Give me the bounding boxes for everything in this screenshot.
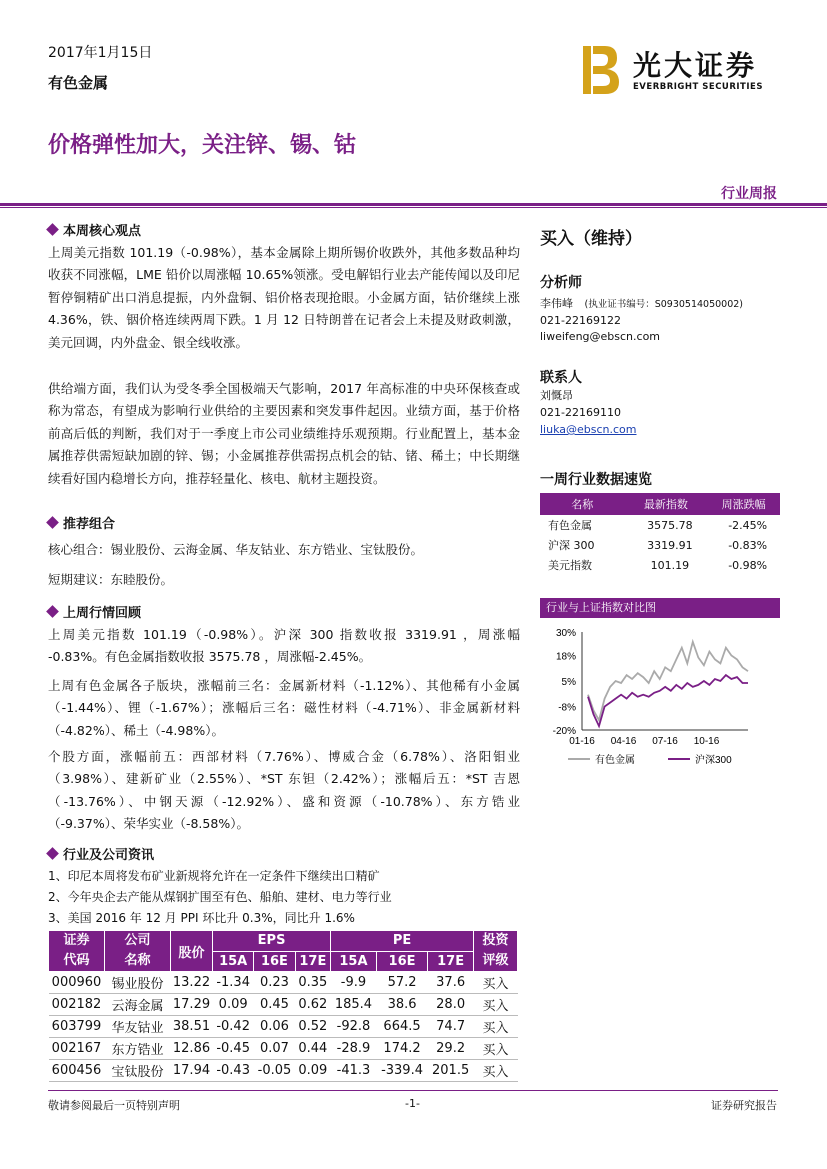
table-cell: 002182: [49, 994, 105, 1016]
table-cell: 买入: [474, 1016, 518, 1038]
col-header-code: 证券 代码: [49, 931, 105, 972]
col-header-price: 股价: [171, 931, 213, 972]
stock-recommendation-table: [48, 930, 518, 1082]
news-item: 1、印尼本周将发布矿业新规将允许在一定条件下继续出口精矿: [48, 869, 380, 883]
table-cell: 57.2: [376, 972, 427, 994]
sector-name: 有色金属: [48, 74, 109, 92]
table-cell: 17.29: [171, 994, 213, 1016]
col-header-pe-16e: 16E: [376, 951, 427, 972]
col-header-pe: PE: [331, 931, 474, 952]
table-cell: -41.3: [331, 1060, 377, 1082]
table-cell: 174.2: [376, 1038, 427, 1060]
table-cell: 17.94: [171, 1060, 213, 1082]
data-col-latest: 最新指数: [624, 493, 707, 515]
diamond-bullet-icon: [46, 605, 59, 618]
table-cell: 0.35: [295, 972, 331, 994]
table-cell: 185.4: [331, 994, 377, 1016]
header-divider: [0, 203, 827, 206]
table-cell: 0.06: [254, 1016, 295, 1038]
col-header-pe-17e: 17E: [428, 951, 474, 972]
diamond-bullet-icon: [46, 223, 59, 236]
report-date: 2017年1月15日: [48, 45, 153, 61]
section-heading-review: [48, 602, 141, 621]
logo-text-en: EVERBRIGHT SECURITIES: [633, 82, 763, 92]
y-tick-label: -20%: [552, 726, 576, 737]
table-cell: -0.45: [213, 1038, 254, 1060]
table-row: [49, 1016, 518, 1038]
legend-label: 沪深300: [695, 755, 732, 766]
table-cell: 38.6: [376, 994, 427, 1016]
heading-text: 推荐组合: [63, 517, 116, 532]
heading-text: 上周行情回顾: [63, 606, 142, 621]
table-cell: 云海金属: [105, 994, 171, 1016]
data-cell: -0.98%: [728, 558, 768, 572]
table-cell: -0.43: [213, 1060, 254, 1082]
col-header-eps-17e: 17E: [295, 951, 331, 972]
col-header-name: 公司 名称: [105, 931, 171, 972]
analyst-heading: 分析师: [540, 275, 582, 291]
core-view-paragraph-1: 上周美元指数 101.19（-0.98%），基本金属除上期所锡价收跌外，其他多数品种均收获不同涨幅，LME 铅价以周涨幅 10.65%领涨。受电解铝行业去产能传闻以及印尼暂停铜精矿出口消息提振，内外盘铜、铝价格表现抢眼。小金属方面，钴价继续上涨 4.36%，铁、铟价格连续两周下跌。1 月 12 日特朗普在记者会上未提及财政刺激，美元回调，内外盘金、银全线收涨。: [48, 245, 520, 350]
data-col-name: 名称: [540, 493, 624, 515]
news-item: 3、美国 2016 年 12 月 PPI 环比升 0.3%，同比升 1.6%: [48, 911, 355, 925]
table-cell: 74.7: [428, 1016, 474, 1038]
heading-text: 本周核心观点: [63, 224, 142, 239]
table-cell: -0.05: [254, 1060, 295, 1082]
report-type: 行业周报: [721, 186, 777, 202]
table-cell: 38.51: [171, 1016, 213, 1038]
table-cell: 0.52: [295, 1016, 331, 1038]
table-cell: 28.0: [428, 994, 474, 1016]
table-cell: 13.22: [171, 972, 213, 994]
table-row: [49, 1060, 518, 1082]
table-cell: 0.45: [254, 994, 295, 1016]
data-cell: 3319.91: [647, 538, 693, 552]
table-cell: 0.09: [295, 1060, 331, 1082]
table-cell: 锡业股份: [105, 972, 171, 994]
diamond-bullet-icon: [46, 516, 59, 529]
analyst-line: [540, 296, 743, 313]
series-line-0: [588, 642, 748, 720]
page-number: -1-: [405, 1097, 420, 1110]
y-tick-label: -8%: [558, 702, 576, 714]
footer-disclaimer: 敬请参阅最后一页特别声明: [48, 1099, 180, 1112]
data-row: [540, 515, 780, 535]
table-cell: 201.5: [428, 1060, 474, 1082]
table-cell: 000960: [49, 972, 105, 994]
col-header-rating: 投资 评级: [474, 931, 518, 972]
review-paragraph-1: 上周美元指数 101.19（-0.98%）。沪深 300 指数收报 3319.91 ，周涨幅 -0.83%。有色金属指数收报 3575.78 ，周涨幅-2.45%。: [48, 627, 520, 665]
data-row: [540, 555, 780, 575]
table-cell: 603799: [49, 1016, 105, 1038]
table-cell: 0.09: [213, 994, 254, 1016]
news-item: 2、今年央企去产能从煤钢扩围至有色、船舶、建材、电力等行业: [48, 890, 392, 904]
contact-name: 刘慨昂: [540, 389, 573, 402]
logo-mark-icon: [583, 46, 619, 94]
table-cell: 宝钛股份: [105, 1060, 171, 1082]
col-header-pe-15a: 15A: [331, 951, 377, 972]
y-tick-label: 5%: [561, 677, 576, 688]
contact-email-link[interactable]: liuka@ebscn.com: [540, 423, 637, 436]
table-cell: 29.2: [428, 1038, 474, 1060]
footer-report-label: 证券研究报告: [711, 1099, 777, 1112]
contact-heading: 联系人: [540, 370, 582, 386]
data-cell: 3575.78: [647, 518, 693, 532]
table-cell: 华友钴业: [105, 1016, 171, 1038]
legend-label: 有色金属: [595, 755, 635, 766]
section-heading-portfolio: [48, 513, 115, 532]
review-paragraph-2: 上周有色金属各子版块，涨幅前三名：金属新材料（-1.12%）、其他稀有小金属（-1.44%）、锂（-1.67%）；涨幅后三名：磁性材料（-4.71%）、非金属新材料（-4.82%）、稀土（-4.98%）。: [48, 678, 520, 738]
chart-plot: [540, 618, 780, 793]
x-tick-label: 04-16: [610, 736, 637, 747]
core-view-paragraph-2: 供给端方面，我们认为受冬季全国极端天气影响，2017 年高标准的中央环保核查或称为常态，有望成为影响行业供给的主要因素和突发事件起因。业绩方面，基于价格前高后低的判断，我们对于一季度上市公司业绩维持乐观预期。行业配置上，基本金属推荐供需短缺加剧的锌、锡；小金属推荐供需拐点机会的钴、锗、稀土；中长期继续看好国内稳增长方向，推荐轻量化、核电、航材主题投资。: [48, 381, 520, 486]
analyst-cert: (执业证书编号：S0930514050002): [584, 299, 744, 310]
y-tick-label: 18%: [555, 651, 576, 663]
table-cell: 东方锆业: [105, 1038, 171, 1060]
portfolio-short: 短期建议：东睦股份。: [48, 572, 174, 587]
col-header-eps-16e: 16E: [254, 951, 295, 972]
data-cell: -2.45%: [728, 518, 768, 532]
table-cell: 0.62: [295, 994, 331, 1016]
header-divider-thin: [0, 207, 827, 208]
company-logo: [583, 44, 783, 96]
series-line-1: [588, 675, 748, 726]
table-cell: 买入: [474, 1038, 518, 1060]
comparison-chart: [540, 598, 780, 797]
col-header-eps-15a: 15A: [213, 951, 254, 972]
data-cell: 美元指数: [548, 559, 592, 572]
analyst-email[interactable]: liweifeng@ebscn.com: [540, 330, 661, 343]
table-cell: 002167: [49, 1038, 105, 1060]
table-cell: 买入: [474, 972, 518, 994]
section-heading-news: [48, 844, 154, 863]
data-cell: 101.19: [650, 558, 690, 572]
table-cell: -9.9: [331, 972, 377, 994]
table-cell: -339.4: [376, 1060, 427, 1082]
col-header-eps: EPS: [213, 931, 331, 952]
data-overview-heading: 一周行业数据速览: [540, 472, 652, 488]
table-row: [49, 972, 518, 994]
table-row: [49, 994, 518, 1016]
table-cell: -0.42: [213, 1016, 254, 1038]
footer-divider: [48, 1090, 778, 1091]
contact-phone: 021-22169110: [540, 406, 621, 419]
analyst-phone: 021-22169122: [540, 314, 621, 327]
diamond-bullet-icon: [46, 847, 59, 860]
x-tick-label: 07-16: [652, 736, 678, 747]
table-row: [49, 1038, 518, 1060]
data-cell: -0.83%: [728, 538, 768, 552]
table-cell: 0.44: [295, 1038, 331, 1060]
data-row: [540, 535, 780, 555]
chart-title: 行业与上证指数对比图: [540, 598, 780, 618]
table-cell: 600456: [49, 1060, 105, 1082]
logo-text-cn: 光大证券: [633, 49, 758, 82]
section-heading-core-view: [48, 220, 141, 239]
x-tick-label: 10-16: [693, 736, 720, 747]
y-tick-label: 30%: [555, 628, 576, 639]
news-list: [48, 866, 392, 929]
table-cell: 12.86: [171, 1038, 213, 1060]
table-cell: -92.8: [331, 1016, 377, 1038]
review-paragraph-3: 个股方面，涨幅前五：西部材料（7.76%）、博威合金（6.78%）、洛阳钼业（3.98%）、建新矿业（2.55%）、*ST 东钽（2.42%）；涨幅后五：*ST 吉恩（-13.76%）、中钢天源（-12.92%）、盛和资源（-10.78%）、东方锆业（-9.37%）、荣华实业（-8.58%）。: [48, 749, 520, 832]
analyst-name: 李伟峰: [540, 297, 573, 310]
table-cell: 买入: [474, 994, 518, 1016]
table-cell: -28.9: [331, 1038, 377, 1060]
table-cell: 0.07: [254, 1038, 295, 1060]
table-cell: 37.6: [428, 972, 474, 994]
table-cell: 买入: [474, 1060, 518, 1082]
table-cell: 0.23: [254, 972, 295, 994]
data-col-change: 周涨跌幅: [707, 493, 780, 515]
table-cell: 664.5: [376, 1016, 427, 1038]
data-cell: 沪深 300: [548, 539, 595, 552]
data-cell: 有色金属: [548, 519, 592, 532]
weekly-data-table: [540, 493, 780, 575]
investment-rating: 买入（维持）: [540, 229, 642, 249]
table-cell: -1.34: [213, 972, 254, 994]
heading-text: 行业及公司资讯: [63, 848, 155, 863]
portfolio-core: 核心组合：锡业股份、云海金属、华友钴业、东方锆业、宝钛股份。: [48, 542, 424, 557]
report-title: 价格弹性加大，关注锌、锡、钴: [48, 133, 357, 158]
x-tick-label: 01-16: [569, 736, 595, 747]
